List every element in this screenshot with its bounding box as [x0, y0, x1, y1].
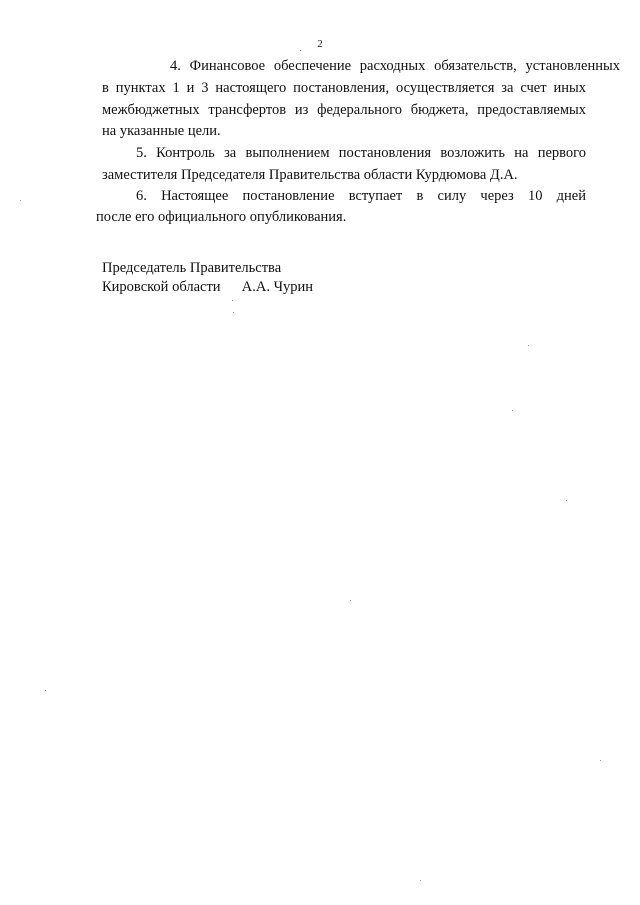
paragraph-6-line-2: после его официального опубликования.: [96, 209, 347, 225]
paragraph-5-line-1: 5. Контроль за выполнением постановления возложить на первого: [136, 145, 586, 161]
scan-speck: [45, 690, 46, 691]
paragraph-4-line-1: 4. Финансовое обеспечение расходных обязательств, установленных: [170, 58, 620, 74]
paragraph-4-line-3: межбюджетных трансфертов из федерального бюджета, предоставляемых: [102, 102, 586, 118]
paragraph-4-line-4: на указанные цели.: [102, 123, 221, 139]
scan-speck: [350, 600, 351, 601]
scan-speck: [528, 345, 529, 346]
scan-speck: [300, 50, 301, 51]
paragraph-6-line-1: 6. Настоящее постановление вступает в силу через 10 дней: [136, 188, 586, 204]
signature-title-line-1: Председатель Правительства: [102, 260, 282, 276]
paragraph-5-line-2: заместителя Председателя Правительства области Курдюмова Д.А.: [102, 167, 518, 183]
scan-speck: [232, 300, 233, 301]
scan-speck: [600, 760, 601, 761]
signature-title-line-2: Кировской области: [102, 279, 221, 295]
scan-speck: [566, 500, 567, 501]
page-number: 2: [317, 38, 323, 50]
signature-name: А.А. Чурин: [241, 279, 314, 295]
paragraph-4-line-2: в пунктах 1 и 3 настоящего постановления, осуществляется за счет иных: [102, 80, 586, 96]
signature-title-line-2-row: [102, 277, 313, 297]
scan-speck: [512, 410, 513, 411]
scan-speck: [20, 200, 21, 201]
scan-speck: [233, 312, 234, 313]
scan-speck: [420, 880, 421, 881]
